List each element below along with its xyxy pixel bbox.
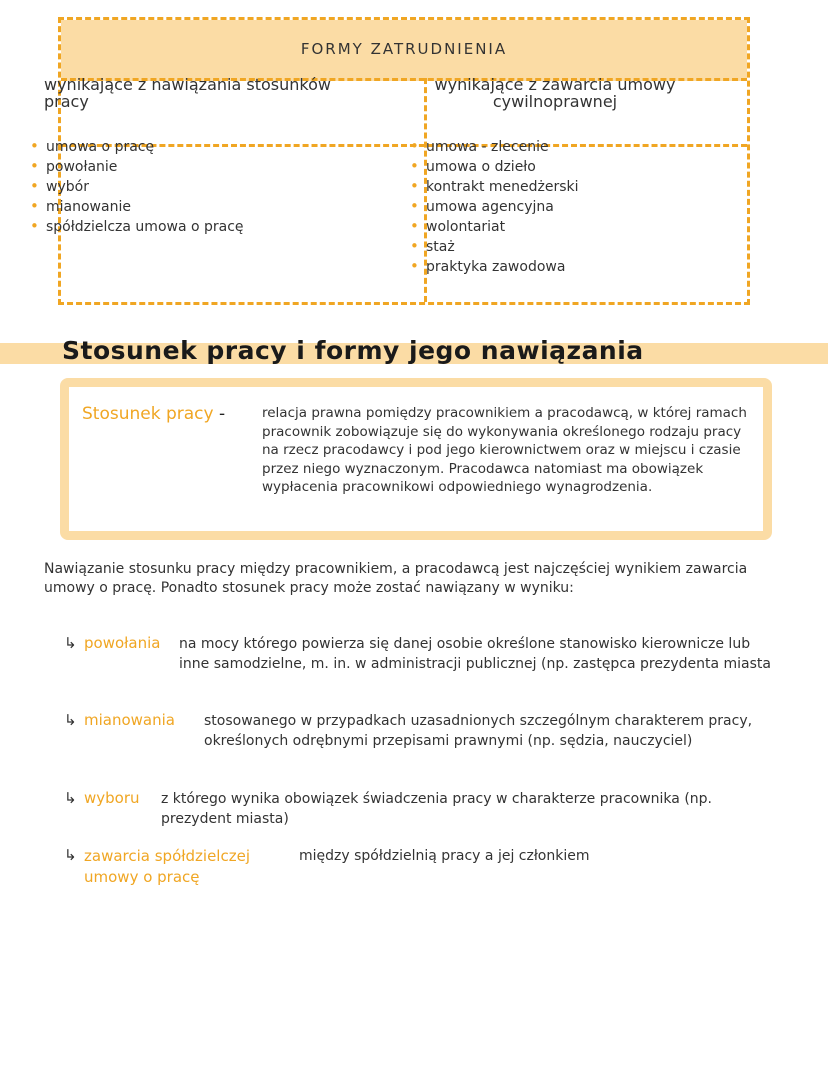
way-description: z którego wynika obowiązek świadczenia pracy w charakterze pracownika (np. prezydent miasta) — [161, 791, 712, 827]
definition-text: relacja prawna pomiędzy pracownikiem a pracodawcą, w której ramach pracownik zobowiązuje się do wykonywania określonego rodzaju pracy na rzecz pracodawcy i pod jego kierownictwem oraz w miejscu i czasie przez niego wyznaczonym. Pracodawca natomiast ma obowiązek wypłacenia pracownikowi odpowiedniego wynagrodzenia. — [262, 405, 747, 495]
list-item: • staż — [410, 237, 579, 257]
arrow-icon: ↳ — [64, 634, 77, 652]
definition-dash: - — [218, 404, 226, 424]
way-term: wyboru — [84, 789, 140, 807]
list-item: • umowa o dzieło — [410, 157, 579, 177]
table-header: FORMY ZATRUDNIENIA — [61, 20, 747, 81]
section-title: Stosunek pracy i formy jego nawiązania — [62, 336, 644, 365]
arrow-icon: ↳ — [64, 711, 77, 729]
way-term: zawarcia spółdzielczej umowy o pracę — [84, 847, 250, 886]
right-column-list — [410, 137, 579, 277]
list-item: • mianowanie — [30, 197, 244, 217]
way-term: mianowania — [84, 711, 175, 729]
left-column-list — [30, 137, 244, 237]
definition-term-line — [82, 404, 225, 424]
list-item: • powołanie — [30, 157, 244, 177]
arrow-icon: ↳ — [64, 846, 77, 864]
way-description: stosowanego w przypadkach uzasadnionych szczególnym charakterem pracy, określonych odrębnymi przepisami prawnymi (np. sędzia, nauczyciel) — [204, 713, 753, 749]
list-item: • spółdzielcza umowa o pracę — [30, 217, 244, 237]
arrow-icon: ↳ — [64, 789, 77, 807]
list-item: • umowa o pracę — [30, 137, 244, 157]
way-description: między spółdzielnią pracy a jej członkiem — [299, 848, 590, 864]
way-term: powołania — [84, 634, 161, 652]
list-item: • praktyka zawodowa — [410, 257, 579, 277]
left-column-title: wynikające z nawiązania stosunków pracy — [44, 75, 331, 111]
intro-paragraph: Nawiązanie stosunku pracy między pracownikiem, a pracodawcą jest najczęściej wynikiem zawarcia umowy o pracę. Ponadto stosunek pracy może zostać nawiązany w wyniku: — [44, 561, 748, 596]
definition-term: Stosunek pracy — [82, 404, 214, 424]
list-item: • kontrakt menedżerski — [410, 177, 579, 197]
list-item: • wolontariat — [410, 217, 579, 237]
list-item: • umowa - zlecenie — [410, 137, 579, 157]
list-item: • umowa agencyjna — [410, 197, 579, 217]
way-description: na mocy którego powierza się danej osobie określone stanowisko kierownicze lub inne samodzielne, m. in. w administracji publicznej (np. zastępca prezydenta miasta — [179, 636, 771, 672]
list-item: • wybór — [30, 177, 244, 197]
right-column-title: wynikające z zawarcia umowy cywilnoprawnej — [434, 75, 676, 111]
